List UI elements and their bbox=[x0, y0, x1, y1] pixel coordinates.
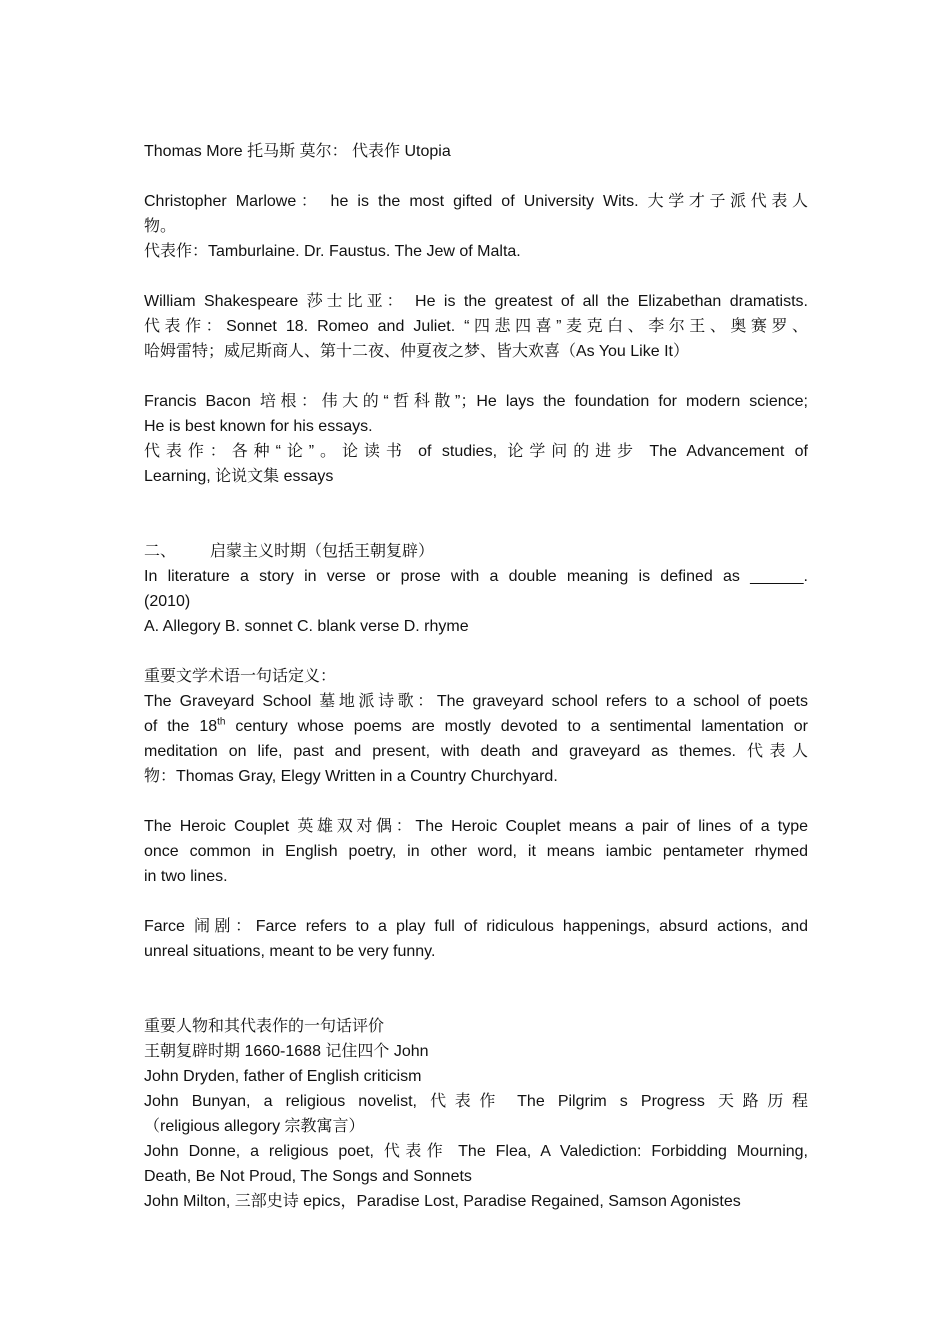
figures-heading: 重要人物和其代表作的一句话评价 bbox=[144, 1018, 385, 1035]
marlowe-works-line: 代表作：Tamburlaine. Dr. Faustus. The Jew of Malta. bbox=[144, 243, 521, 260]
graveyard-line-2 bbox=[144, 714, 808, 739]
bacon-line-4: Learning, 论说文集 essays bbox=[144, 468, 334, 485]
dryden-line: John Dryden, father of English criticism bbox=[144, 1068, 422, 1085]
section-number: 二、 bbox=[144, 543, 177, 560]
question-options: A. Allegory B. sonnet C. blank verse D. rhyme bbox=[144, 618, 469, 635]
spacer bbox=[144, 164, 808, 189]
heroic-line-2: once common in English poetry, in other word, it means iambic pentameter rhymed bbox=[144, 843, 808, 860]
question-line-1: In literature a story in verse or prose with a double meaning is defined as ______. bbox=[144, 568, 808, 585]
thomas-more-line: Thomas More 托马斯 莫尔： 代表作 Utopia bbox=[144, 143, 451, 160]
superscript-th: th bbox=[217, 716, 226, 728]
graveyard-line-4: 物：Thomas Gray, Elegy Written in a Country Churchyard. bbox=[144, 768, 558, 785]
donne-line-1: John Donne, a religious poet, 代表作 The Flea, A Valediction: Forbidding Mourning, bbox=[144, 1143, 808, 1160]
section-2 bbox=[144, 539, 808, 639]
bacon-line-1: Francis Bacon 培根：伟大的“哲科散”；He lays the foundation for modern science; bbox=[144, 393, 808, 410]
marlowe-paragraph bbox=[144, 189, 808, 264]
terms-heading: 重要文学术语一句话定义： bbox=[144, 668, 337, 685]
donne-line-2: Death, Be Not Proud, The Songs and Sonnets bbox=[144, 1168, 472, 1185]
spacer bbox=[144, 964, 808, 1014]
section-title: 启蒙主义时期（包括王朝复辟） bbox=[210, 543, 435, 560]
shakespeare-line-1: William Shakespeare 莎士比亚： He is the greatest of all the Elizabethan dramatists. bbox=[144, 293, 808, 310]
graveyard-line-2-b: century whose poems are mostly devoted to a sentimental lamentation or bbox=[225, 718, 809, 735]
bacon-paragraph bbox=[144, 389, 808, 489]
graveyard-line-3: meditation on life, past and present, with death and graveyard as themes. 代表人 bbox=[144, 743, 808, 760]
farce-line-1: Farce 闹剧：Farce refers to a play full of ridiculous happenings, absurd actions, and bbox=[144, 918, 808, 935]
shakespeare-line-3: 哈姆雷特；威尼斯商人、第十二夜、仲夏夜之梦、皆大欢喜（As You Like It） bbox=[144, 343, 689, 360]
spacer bbox=[144, 489, 808, 539]
spacer bbox=[144, 889, 808, 914]
spacer bbox=[144, 264, 808, 289]
question-line-2: (2010) bbox=[144, 593, 191, 610]
restoration-period-line: 王朝复辟时期 1660-1688 记住四个 John bbox=[144, 1043, 429, 1060]
spacer bbox=[144, 789, 808, 814]
bunyan-line-1: John Bunyan, a religious novelist, 代表作 The Pilgrim s Progress 天路历程 bbox=[144, 1093, 808, 1110]
spacer bbox=[144, 639, 808, 664]
shakespeare-paragraph bbox=[144, 289, 808, 364]
farce-line-2: unreal situations, meant to be very funny. bbox=[144, 943, 436, 960]
marlowe-line-2: 物。 bbox=[144, 218, 177, 235]
bacon-line-3: 代表作：各种“论”。论读书 of studies, 论学问的进步 The Advancement of bbox=[144, 443, 808, 460]
terms-section bbox=[144, 664, 808, 964]
bacon-line-2: He is best known for his essays. bbox=[144, 418, 373, 435]
section-2-heading bbox=[144, 539, 808, 564]
bunyan-line-2: （religious allegory 宗教寓言） bbox=[144, 1118, 365, 1135]
figures-section bbox=[144, 1014, 808, 1214]
graveyard-line-1: The Graveyard School 墓地派诗歌：The graveyard school refers to a school of poets bbox=[144, 693, 808, 710]
heroic-line-3: in two lines. bbox=[144, 868, 228, 885]
spacer bbox=[144, 364, 808, 389]
shakespeare-line-2: 代表作：Sonnet 18. Romeo and Juliet. “四悲四喜”麦克白、李尔王、奥赛罗、 bbox=[144, 318, 808, 335]
marlowe-line-1: Christopher Marlowe： he is the most gifted of University Wits. 大学才子派代表人 bbox=[144, 193, 808, 210]
document-page bbox=[144, 139, 808, 1214]
milton-line: John Milton, 三部史诗 epics，Paradise Lost, Paradise Regained, Samson Agonistes bbox=[144, 1193, 741, 1210]
graveyard-line-2-a: of the 18 bbox=[144, 718, 218, 735]
heroic-line-1: The Heroic Couplet 英雄双对偶：The Heroic Couplet means a pair of lines of a type bbox=[144, 818, 808, 835]
